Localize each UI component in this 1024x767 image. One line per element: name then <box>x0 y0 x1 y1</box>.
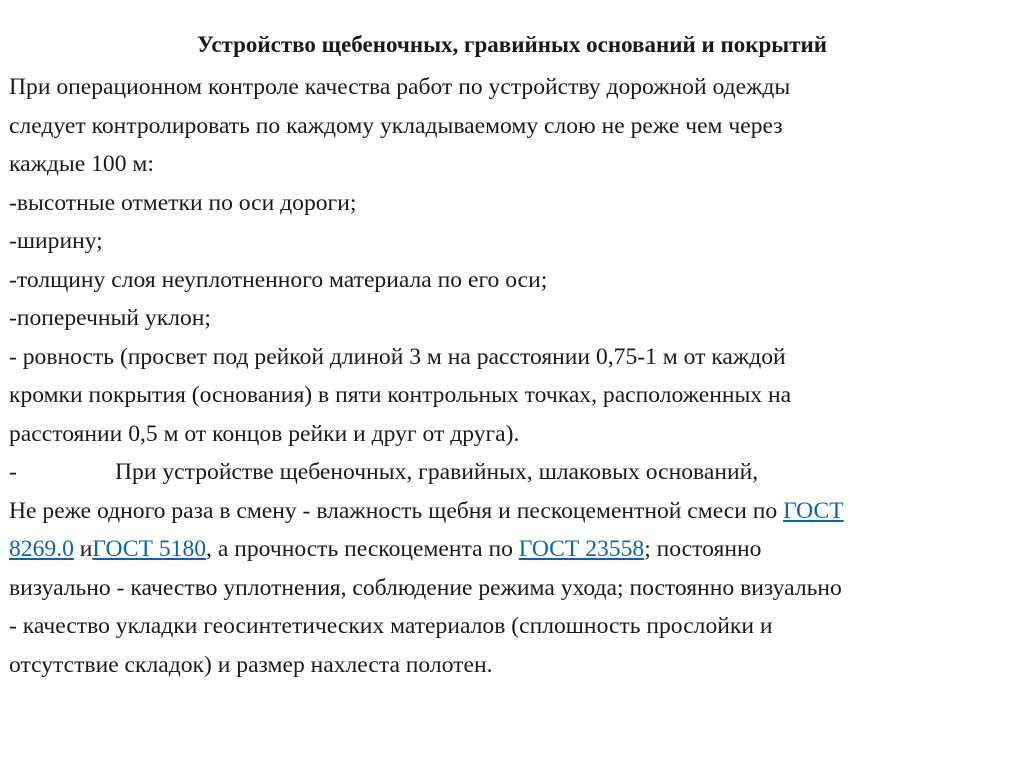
text-segment: , а прочность пескоцемента по <box>206 536 519 562</box>
text-line <box>9 492 1021 531</box>
list-item-cross-slope: -поперечный уклон; <box>9 305 211 331</box>
text-line: - качество укладки геосинтетических материалов (сплошность прослойки и <box>9 613 773 639</box>
list-item-thickness: -толщину слоя неуплотненного материала по его оси; <box>9 266 548 293</box>
text-line: следует контролировать по каждому укладываемому слою не реже чем через <box>9 112 783 139</box>
text-segment: и <box>73 536 93 562</box>
text-line <box>9 530 1021 569</box>
text-line: каждые 100 м: <box>9 151 154 177</box>
text-segment: Не реже одного раза в смену - влажность щебня и пескоцементной смеси по <box>9 497 784 524</box>
slide-title: Устройство щебеночных, гравийных оснований и покрытий <box>196 32 828 57</box>
list-item-width: -ширину; <box>9 228 103 254</box>
text-segment: ; постоянно <box>644 536 762 562</box>
text-line: отсутствие складок) и размер нахлеста полотен. <box>9 651 493 678</box>
list-dash: - <box>9 459 17 485</box>
gost-8269-link-part1[interactable]: ГОСТ <box>783 497 844 524</box>
list-item-elevation: -высотные отметки по оси дороги; <box>9 189 357 216</box>
text-line: расстоянии 0,5 м от концов рейки и друг от друга). <box>9 420 520 447</box>
text-segment: При устройстве щебеночных, гравийных, шлаковых оснований, <box>115 459 759 485</box>
gost-5180-link[interactable]: ГОСТ 5180 <box>92 536 207 562</box>
text-line: визуально - качество уплотнения, соблюдение режима ухода; постоянно визуально <box>9 574 842 601</box>
gost-23558-link[interactable]: ГОСТ 23558 <box>518 536 645 562</box>
gost-8269-link-part2[interactable]: 8269.0 <box>9 536 74 562</box>
text-line: При операционном контроле качества работ по устройству дорожной одежды <box>9 74 791 100</box>
list-item-evenness: - ровность (просвет под рейкой длиной 3 м на расстоянии 0,75-1 м от каждой <box>9 343 786 370</box>
list-item-bases <box>9 453 1021 492</box>
slide-body <box>9 68 1021 684</box>
text-line: кромки покрытия (основания) в пяти контрольных точках, расположенных на <box>9 382 792 408</box>
